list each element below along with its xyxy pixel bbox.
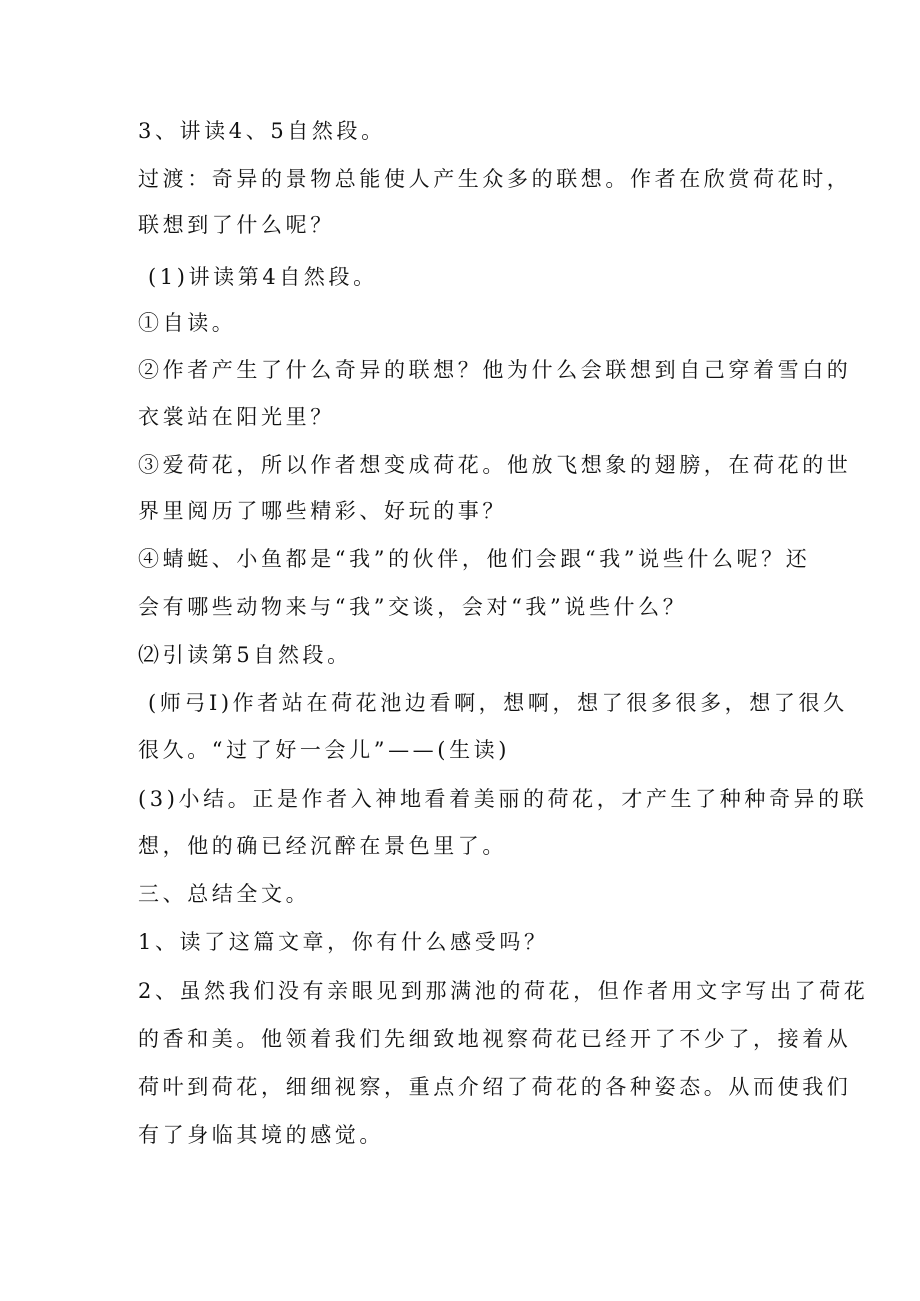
summary-line-1: (3)小结。正是作者入神地看着美丽的荷花，才产生了种种奇异的联 xyxy=(138,787,868,811)
conclusion-item-2-line-4: 有了身临其境的感觉。 xyxy=(138,1123,384,1147)
transition-paragraph-line-2: 联想到了什么呢？ xyxy=(138,213,335,237)
item-2-line-2: 衣裳站在阳光里？ xyxy=(138,405,335,429)
transition-paragraph-line-1: 过渡：奇异的景物总能使人产生众多的联想。作者在欣赏荷花时， xyxy=(138,167,852,191)
item-4-line-1: ④蜻蜓、小鱼都是“我”的伙伴，他们会跟“我”说些什么呢？还 xyxy=(138,547,811,571)
item-2-line-1: ②作者产生了什么奇异的联想？他为什么会联想到自己穿着雪白的 xyxy=(138,358,852,382)
conclusion-item-1: 1、读了这篇文章，你有什么感受吗？ xyxy=(138,930,549,954)
conclusion-item-2-line-3: 荷叶到荷花，细细视察，重点介绍了荷花的各种姿态。从而使我们 xyxy=(138,1075,852,1099)
item-1: ①自读。 xyxy=(138,311,237,335)
item-4-line-2: 会有哪些动物来与“我”交谈，会对“我”说些什么？ xyxy=(138,595,688,619)
section-heading-3: 3、讲读4、5自然段。 xyxy=(138,119,386,143)
item-3-line-2: 界里阅历了哪些精彩、好玩的事？ xyxy=(138,499,507,523)
summary-line-2: 想，他的确已经沉醉在景色里了。 xyxy=(138,834,507,858)
subheading-1: (1)讲读第4自然段。 xyxy=(148,265,378,289)
item-3-line-1: ③爱荷花，所以作者想变成荷花。他放飞想象的翅膀，在荷花的世 xyxy=(138,453,852,477)
guided-reading-line-1: (师弓I)作者站在荷花池边看啊，想啊，想了很多很多，想了很久 xyxy=(148,691,848,715)
subheading-2: ⑵引读第5自然段。 xyxy=(138,643,352,667)
guided-reading-line-2: 很久。“过了好一会儿”——(生读) xyxy=(138,738,511,762)
conclusion-item-2-line-1: 2、虽然我们没有亲眼见到那满池的荷花，但作者用文字写出了荷花 xyxy=(138,979,869,1003)
conclusion-item-2-line-2: 的香和美。他领着我们先细致地视察荷花已经开了不少了，接着从 xyxy=(138,1027,852,1051)
section-heading-three: 三、总结全文。 xyxy=(138,882,311,906)
